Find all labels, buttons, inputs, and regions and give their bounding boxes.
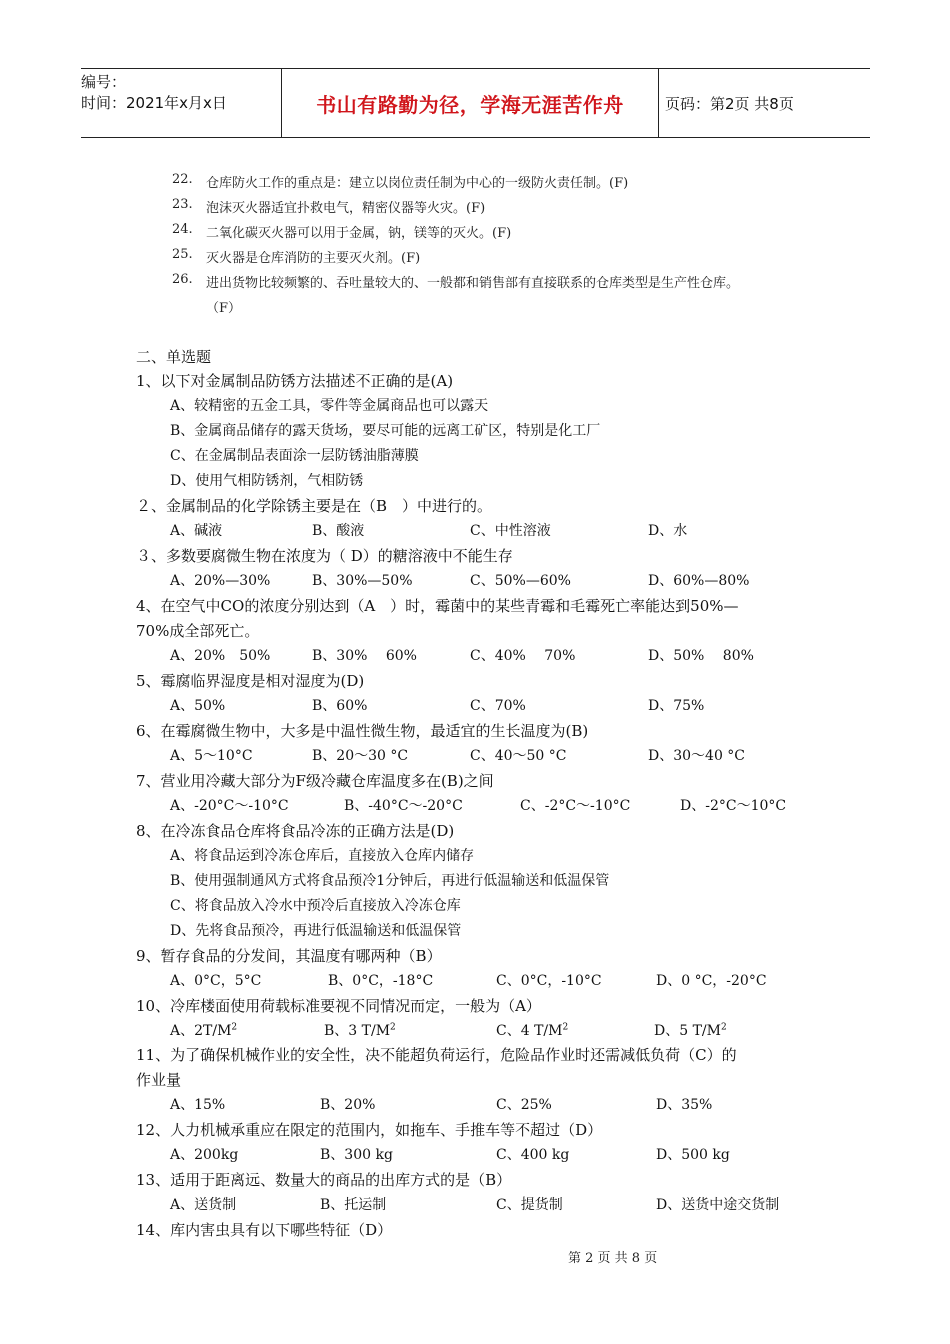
option-a: A、0°C，5°C xyxy=(170,973,262,989)
option-b: B、托运制 xyxy=(320,1197,387,1213)
option-a: A、5～10°C xyxy=(170,748,253,764)
option-c: C、25% xyxy=(496,1097,552,1113)
option-c: C、50%—60% xyxy=(470,573,571,589)
page-header xyxy=(81,68,870,138)
option-c: C、在金属制品表面涂一层防锈油脂薄膜 xyxy=(170,448,419,464)
question-stem: 8、在冷冻食品仓库将食品冷冻的正确方法是(D) xyxy=(136,822,455,840)
question-stem: 4、在空气中CO的浓度分别达到（A ）时，霉菌中的某些青霉和毛霉死亡率能达到50%— xyxy=(136,597,739,615)
option-a: A、20%—30% xyxy=(170,573,271,589)
question-stem: 14、库内害虫具有以下哪些特征（D） xyxy=(136,1221,393,1239)
option-b: B、-40°C～-20°C xyxy=(344,798,463,814)
date-label: 时间：2021年x月x日 xyxy=(81,94,227,112)
option-b: B、3 $T/M^2$ xyxy=(324,1022,396,1039)
header-motto: 书山有路勤为径，学海无涯苦作舟 xyxy=(282,69,659,137)
option-a: A、较精密的五金工具，零件等金属商品也可以露天 xyxy=(170,398,489,414)
option-d: D、35% xyxy=(656,1097,713,1113)
option-d: D、先将食品预冷，再进行低温输送和低温保管 xyxy=(170,923,462,939)
question-stem: 7、营业用冷藏大部分为F级冷藏仓库温度多在(B)之间 xyxy=(136,772,494,790)
option-b: B、20～30 °C xyxy=(312,748,409,764)
tf-item-26-cont: （F） xyxy=(206,301,242,316)
option-c: C、0°C，-10°C xyxy=(496,973,602,989)
option-b: B、金属商品储存的露天货场，要尽可能的远离工矿区，特别是化工厂 xyxy=(170,423,601,439)
option-d: D、5 $T/M^2$ xyxy=(654,1022,727,1039)
option-d: D、30～40 °C xyxy=(648,748,746,764)
question-stem: 5、霉腐临界湿度是相对湿度为(D) xyxy=(136,672,365,690)
option-a: A、$2T/M^2$ xyxy=(170,1022,238,1039)
option-b: B、0°C，-18°C xyxy=(328,973,434,989)
option-d: D、-2°C～10°C xyxy=(680,798,787,814)
serial-label: 编号： xyxy=(81,73,127,91)
question-stem: 13、适用于距离远、数量大的商品的出库方式的是（B） xyxy=(136,1171,512,1189)
question-stem-cont: 70%成全部死亡。 xyxy=(136,622,260,640)
option-c: C、4 $T/M^2$ xyxy=(496,1022,569,1039)
option-c: C、40～50 °C xyxy=(470,748,567,764)
option-d: D、50% 80% xyxy=(648,648,754,664)
question-stem-cont: 作业量 xyxy=(136,1071,182,1089)
question-stem: 9、暂存食品的分发间，其温度有哪两种（B） xyxy=(136,947,442,965)
option-d: D、60%—80% xyxy=(648,573,750,589)
option-d: D、使用气相防锈剂，气相防锈 xyxy=(170,473,364,489)
option-a: A、送货制 xyxy=(170,1197,237,1213)
header-meta xyxy=(81,69,282,137)
option-b: B、20% xyxy=(320,1097,376,1113)
option-a: A、50% xyxy=(170,698,226,714)
option-c: C、40% 70% xyxy=(470,648,576,664)
option-b: B、使用强制通风方式将食品预冷1分钟后，再进行低温输送和低温保管 xyxy=(170,873,610,889)
option-a: A、-20°C～-10°C xyxy=(170,798,289,814)
question-stem: 10、冷库楼面使用荷载标准要视不同情况而定，一般为（A） xyxy=(136,997,541,1015)
page-footer: 第 2 页 共 8 页 xyxy=(568,1251,658,1266)
question-stem: 1、以下对金属制品防锈方法描述不正确的是(A) xyxy=(136,372,454,390)
option-a: A、碱液 xyxy=(170,523,223,539)
option-d: D、送货中途交货制 xyxy=(656,1197,780,1213)
option-c: C、70% xyxy=(470,698,526,714)
option-c: C、提货制 xyxy=(496,1197,563,1213)
option-c: C、中性溶液 xyxy=(470,523,551,539)
option-b: B、30%—50% xyxy=(312,573,413,589)
option-a: A、15% xyxy=(170,1097,226,1113)
option-d: D、75% xyxy=(648,698,705,714)
option-a: A、20% 50% xyxy=(170,648,271,664)
header-page-info: 页码：第2页 共8页 xyxy=(665,94,794,113)
option-b: B、60% xyxy=(312,698,368,714)
option-b: B、30% 60% xyxy=(312,648,417,664)
option-c: C、-2°C～-10°C xyxy=(520,798,631,814)
section-title: 二、单选题 xyxy=(136,348,212,366)
option-a: A、将食品运到冷冻仓库后，直接放入仓库内储存 xyxy=(170,848,475,864)
option-a: A、200kg xyxy=(170,1147,239,1163)
question-stem: ２、金属制品的化学除锈主要是在（B ）中进行的。 xyxy=(136,497,493,515)
question-stem: ３、多数要腐微生物在浓度为（ D）的糖溶液中不能生存 xyxy=(136,547,513,565)
option-d: D、水 xyxy=(648,523,688,539)
question-stem: 12、人力机械承重应在限定的范围内，如拖车、手推车等不超过（D） xyxy=(136,1121,603,1139)
question-stem: 11、为了确保机械作业的安全性，决不能超负荷运行，危险品作业时还需减低负荷（C）的 xyxy=(136,1046,737,1064)
question-stem: 6、在霉腐微生物中，大多是中温性微生物，最适宜的生长温度为(B) xyxy=(136,722,589,740)
option-d: D、500 kg xyxy=(656,1147,730,1163)
option-b: B、300 kg xyxy=(320,1147,393,1163)
option-c: C、400 kg xyxy=(496,1147,570,1163)
option-d: D、0 °C，-20°C xyxy=(656,973,767,989)
option-b: B、酸液 xyxy=(312,523,365,539)
option-c: C、将食品放入冷水中预冷后直接放入冷冻仓库 xyxy=(170,898,461,914)
